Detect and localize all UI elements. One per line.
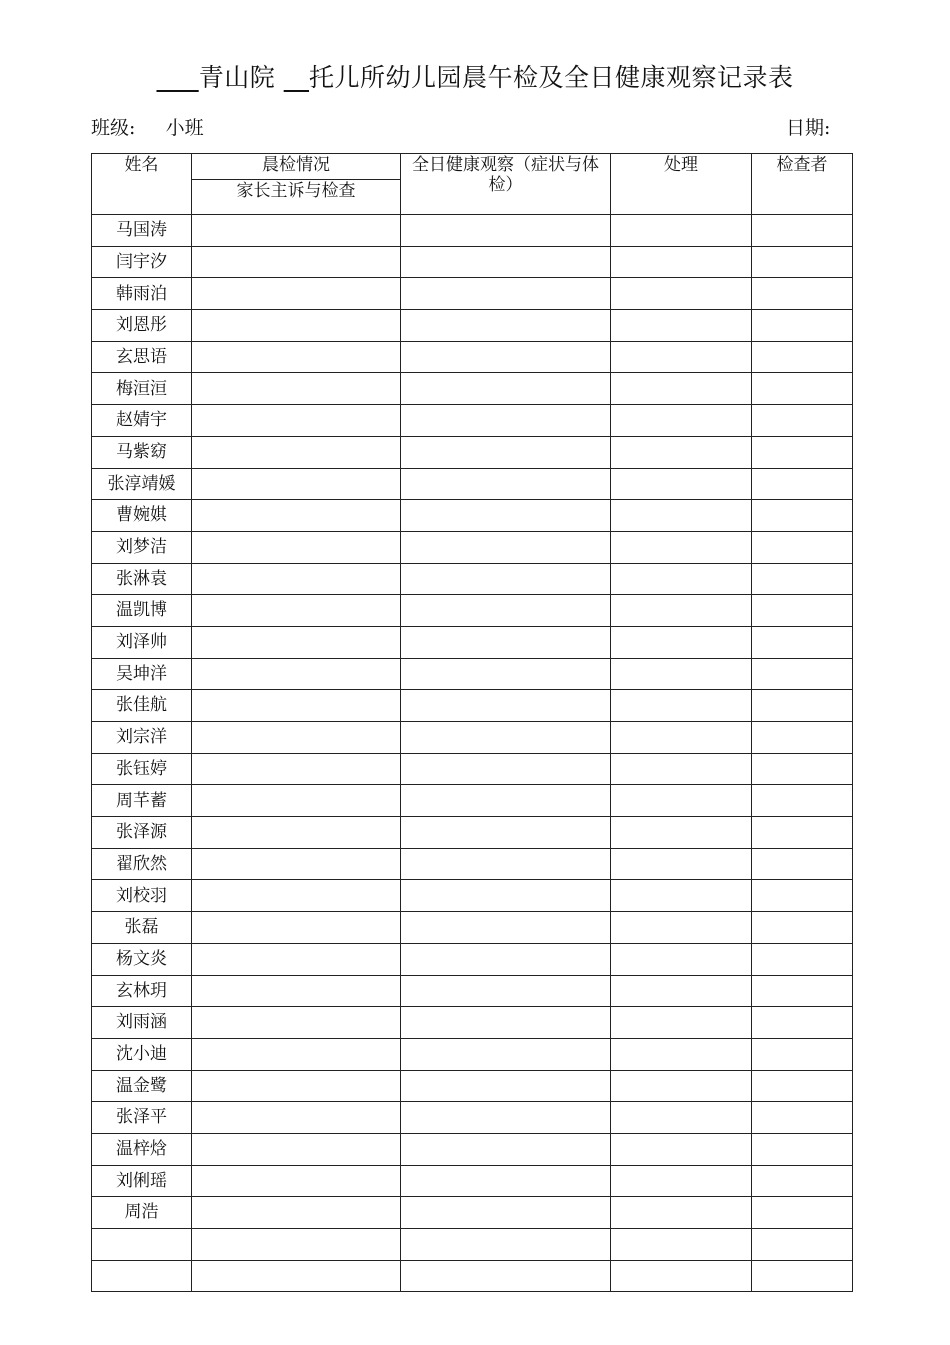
morning-check-cell[interactable] [192,690,401,722]
student-name-cell: 玄思语 [92,341,192,373]
table-row [92,626,853,658]
title-main: 托儿所幼儿园晨午检及全日健康观察记录表 [309,63,794,92]
morning-check-cell[interactable] [192,943,401,975]
title-blank-1 [156,63,198,92]
health-observation-cell[interactable] [401,626,611,658]
morning-check-cell[interactable] [192,722,401,754]
morning-check-cell[interactable] [192,1165,401,1197]
health-observation-cell[interactable] [401,563,611,595]
table-row [92,310,853,342]
handling-cell[interactable] [611,215,752,247]
page-title [0,58,950,94]
inspector-cell[interactable] [752,753,853,785]
morning-check-cell[interactable] [192,500,401,532]
handling-cell[interactable] [611,1229,752,1261]
health-observation-cell[interactable] [401,658,611,690]
inspector-cell[interactable] [752,848,853,880]
health-observation-cell[interactable] [401,1197,611,1229]
student-name-cell: 曹婉娸 [92,500,192,532]
health-observation-cell[interactable] [401,690,611,722]
health-observation-cell[interactable] [401,848,611,880]
student-name-cell: 张佳航 [92,690,192,722]
table-row [92,690,853,722]
handling-cell[interactable] [611,563,752,595]
inspector-cell[interactable] [752,880,853,912]
student-name-cell [92,1229,192,1261]
morning-check-cell[interactable] [192,1197,401,1229]
title-blank-2 [284,63,309,92]
col-header-health-observation: 全日健康观察（症状与体检） [401,154,611,215]
handling-cell[interactable] [611,436,752,468]
inspector-cell[interactable] [752,436,853,468]
table-row [92,1102,853,1134]
health-observation-cell[interactable] [401,722,611,754]
handling-cell[interactable] [611,912,752,944]
morning-check-cell[interactable] [192,278,401,310]
table-row [92,595,853,627]
health-observation-cell[interactable] [401,975,611,1007]
table-row [92,880,853,912]
morning-check-cell[interactable] [192,975,401,1007]
morning-check-cell[interactable] [192,563,401,595]
health-observation-cell[interactable] [401,753,611,785]
student-name-cell [92,1260,192,1292]
table-row [92,1197,853,1229]
health-observation-cell[interactable] [401,246,611,278]
handling-cell[interactable] [611,1070,752,1102]
health-observation-cell[interactable] [401,943,611,975]
morning-check-cell[interactable] [192,1133,401,1165]
morning-check-cell[interactable] [192,785,401,817]
morning-check-cell[interactable] [192,658,401,690]
handling-cell[interactable] [611,310,752,342]
handling-cell[interactable] [611,848,752,880]
table-row [92,658,853,690]
health-observation-cell[interactable] [401,468,611,500]
inspector-cell[interactable] [752,690,853,722]
health-observation-cell[interactable] [401,1070,611,1102]
col-header-name: 姓名 [92,154,192,215]
health-observation-cell[interactable] [401,500,611,532]
table-row [92,405,853,437]
morning-check-cell[interactable] [192,595,401,627]
inspector-cell[interactable] [752,373,853,405]
inspector-cell[interactable] [752,658,853,690]
inspector-cell[interactable] [752,1197,853,1229]
student-name-cell: 梅洹洹 [92,373,192,405]
date-label: 日期: [786,117,831,139]
inspector-cell[interactable] [752,278,853,310]
inspector-cell[interactable] [752,405,853,437]
inspector-cell[interactable] [752,563,853,595]
health-observation-cell[interactable] [401,341,611,373]
student-name-cell: 刘梦洁 [92,531,192,563]
student-name-cell: 翟欣然 [92,848,192,880]
inspector-cell[interactable] [752,912,853,944]
inspector-cell[interactable] [752,531,853,563]
student-name-cell: 沈小迪 [92,1038,192,1070]
student-name-cell: 张泽平 [92,1102,192,1134]
inspector-cell[interactable] [752,943,853,975]
handling-cell[interactable] [611,500,752,532]
inspector-cell[interactable] [752,1007,853,1039]
student-name-cell: 张钰婷 [92,753,192,785]
health-observation-cell[interactable] [401,912,611,944]
health-observation-cell[interactable] [401,1007,611,1039]
handling-cell[interactable] [611,1165,752,1197]
health-observation-cell[interactable] [401,310,611,342]
handling-cell[interactable] [611,943,752,975]
morning-check-cell[interactable] [192,880,401,912]
class-info [91,113,204,140]
health-observation-cell[interactable] [401,817,611,849]
morning-check-cell[interactable] [192,1102,401,1134]
inspector-cell[interactable] [752,1102,853,1134]
morning-check-cell[interactable] [192,1007,401,1039]
handling-cell[interactable] [611,373,752,405]
table-row [92,373,853,405]
col-subheader-parent-complaint: 家长主诉与检查 [192,180,401,215]
table-row [92,531,853,563]
student-name-cell: 张淳靖媛 [92,468,192,500]
student-name-cell: 刘校羽 [92,880,192,912]
inspector-cell[interactable] [752,1260,853,1292]
table-row [92,436,853,468]
handling-cell[interactable] [611,880,752,912]
student-name-cell: 张淋袁 [92,563,192,595]
health-observation-cell[interactable] [401,1102,611,1134]
handling-cell[interactable] [611,595,752,627]
handling-cell[interactable] [611,785,752,817]
inspector-cell[interactable] [752,215,853,247]
table-row [92,943,853,975]
table-row [92,246,853,278]
morning-check-cell[interactable] [192,1038,401,1070]
morning-check-cell[interactable] [192,1260,401,1292]
health-observation-cell[interactable] [401,785,611,817]
student-name-cell: 赵婧宇 [92,405,192,437]
health-observation-cell[interactable] [401,595,611,627]
student-name-cell: 张泽源 [92,817,192,849]
handling-cell[interactable] [611,531,752,563]
inspector-cell[interactable] [752,341,853,373]
table-row [92,1133,853,1165]
title-place: 青山院 [198,63,276,92]
student-name-cell: 韩雨泊 [92,278,192,310]
table-row [92,1165,853,1197]
table-row [92,848,853,880]
table-row [92,912,853,944]
health-observation-cell[interactable] [401,1038,611,1070]
handling-cell[interactable] [611,1007,752,1039]
handling-cell[interactable] [611,468,752,500]
table-row [92,785,853,817]
health-observation-cell[interactable] [401,531,611,563]
table-body [92,215,853,1292]
inspector-cell[interactable] [752,500,853,532]
morning-check-cell[interactable] [192,436,401,468]
inspector-cell[interactable] [752,1229,853,1261]
handling-cell[interactable] [611,1197,752,1229]
inspector-cell[interactable] [752,1038,853,1070]
health-observation-cell[interactable] [401,215,611,247]
health-observation-cell[interactable] [401,1260,611,1292]
morning-check-cell[interactable] [192,626,401,658]
inspector-cell[interactable] [752,1133,853,1165]
col-header-inspector: 检查者 [752,154,853,215]
table-row [92,817,853,849]
morning-check-cell[interactable] [192,405,401,437]
health-observation-cell[interactable] [401,880,611,912]
morning-check-cell[interactable] [192,215,401,247]
morning-check-cell[interactable] [192,531,401,563]
student-name-cell: 周芊蓄 [92,785,192,817]
table-row [92,278,853,310]
handling-cell[interactable] [611,246,752,278]
morning-check-cell[interactable] [192,373,401,405]
handling-cell[interactable] [611,722,752,754]
morning-check-cell[interactable] [192,848,401,880]
student-name-cell: 张磊 [92,912,192,944]
student-name-cell: 玄林玥 [92,975,192,1007]
student-name-cell: 吴坤洋 [92,658,192,690]
health-observation-cell[interactable] [401,373,611,405]
handling-cell[interactable] [611,278,752,310]
student-name-cell: 闫宇汐 [92,246,192,278]
morning-check-cell[interactable] [192,468,401,500]
inspector-cell[interactable] [752,722,853,754]
health-record-table [91,153,853,1292]
handling-cell[interactable] [611,753,752,785]
student-name-cell: 马紫窈 [92,436,192,468]
student-name-cell: 刘宗洋 [92,722,192,754]
student-name-cell: 杨文炎 [92,943,192,975]
student-name-cell: 周浩 [92,1197,192,1229]
handling-cell[interactable] [611,817,752,849]
inspector-cell[interactable] [752,626,853,658]
inspector-cell[interactable] [752,817,853,849]
handling-cell[interactable] [611,1038,752,1070]
health-observation-cell[interactable] [401,278,611,310]
student-name-cell: 刘雨涵 [92,1007,192,1039]
handling-cell[interactable] [611,405,752,437]
handling-cell[interactable] [611,658,752,690]
morning-check-cell[interactable] [192,817,401,849]
morning-check-cell[interactable] [192,246,401,278]
handling-cell[interactable] [611,341,752,373]
health-observation-cell[interactable] [401,1133,611,1165]
inspector-cell[interactable] [752,468,853,500]
table-row [92,1070,853,1102]
morning-check-cell[interactable] [192,310,401,342]
table-row [92,1260,853,1292]
table-row [92,1007,853,1039]
table-row [92,500,853,532]
student-name-cell: 刘恩彤 [92,310,192,342]
inspector-cell[interactable] [752,246,853,278]
inspector-cell[interactable] [752,975,853,1007]
handling-cell[interactable] [611,1102,752,1134]
class-value: 小班 [165,117,204,139]
table-row [92,563,853,595]
handling-cell[interactable] [611,1133,752,1165]
handling-cell[interactable] [611,975,752,1007]
handling-cell[interactable] [611,1260,752,1292]
inspector-cell[interactable] [752,785,853,817]
morning-check-cell[interactable] [192,341,401,373]
student-name-cell: 马国涛 [92,215,192,247]
table-row [92,975,853,1007]
morning-check-cell[interactable] [192,1070,401,1102]
health-observation-cell[interactable] [401,1165,611,1197]
table-row [92,215,853,247]
health-observation-cell[interactable] [401,436,611,468]
table-row [92,341,853,373]
inspector-cell[interactable] [752,310,853,342]
table-row [92,468,853,500]
student-name-cell: 温凯博 [92,595,192,627]
table-row [92,1229,853,1261]
table-row [92,1038,853,1070]
student-name-cell: 温梓焓 [92,1133,192,1165]
table-row [92,753,853,785]
table-row [92,722,853,754]
inspector-cell[interactable] [752,595,853,627]
health-observation-cell[interactable] [401,405,611,437]
student-name-cell: 温金鹭 [92,1070,192,1102]
student-name-cell: 刘泽帅 [92,626,192,658]
col-header-handling: 处理 [611,154,752,215]
morning-check-cell[interactable] [192,1229,401,1261]
student-name-cell: 刘俐瑶 [92,1165,192,1197]
col-header-morning-check: 晨检情况 [192,154,401,180]
inspector-cell[interactable] [752,1165,853,1197]
inspector-cell[interactable] [752,1070,853,1102]
morning-check-cell[interactable] [192,912,401,944]
morning-check-cell[interactable] [192,753,401,785]
health-observation-cell[interactable] [401,1229,611,1261]
class-label: 班级: [91,117,136,139]
handling-cell[interactable] [611,626,752,658]
handling-cell[interactable] [611,690,752,722]
